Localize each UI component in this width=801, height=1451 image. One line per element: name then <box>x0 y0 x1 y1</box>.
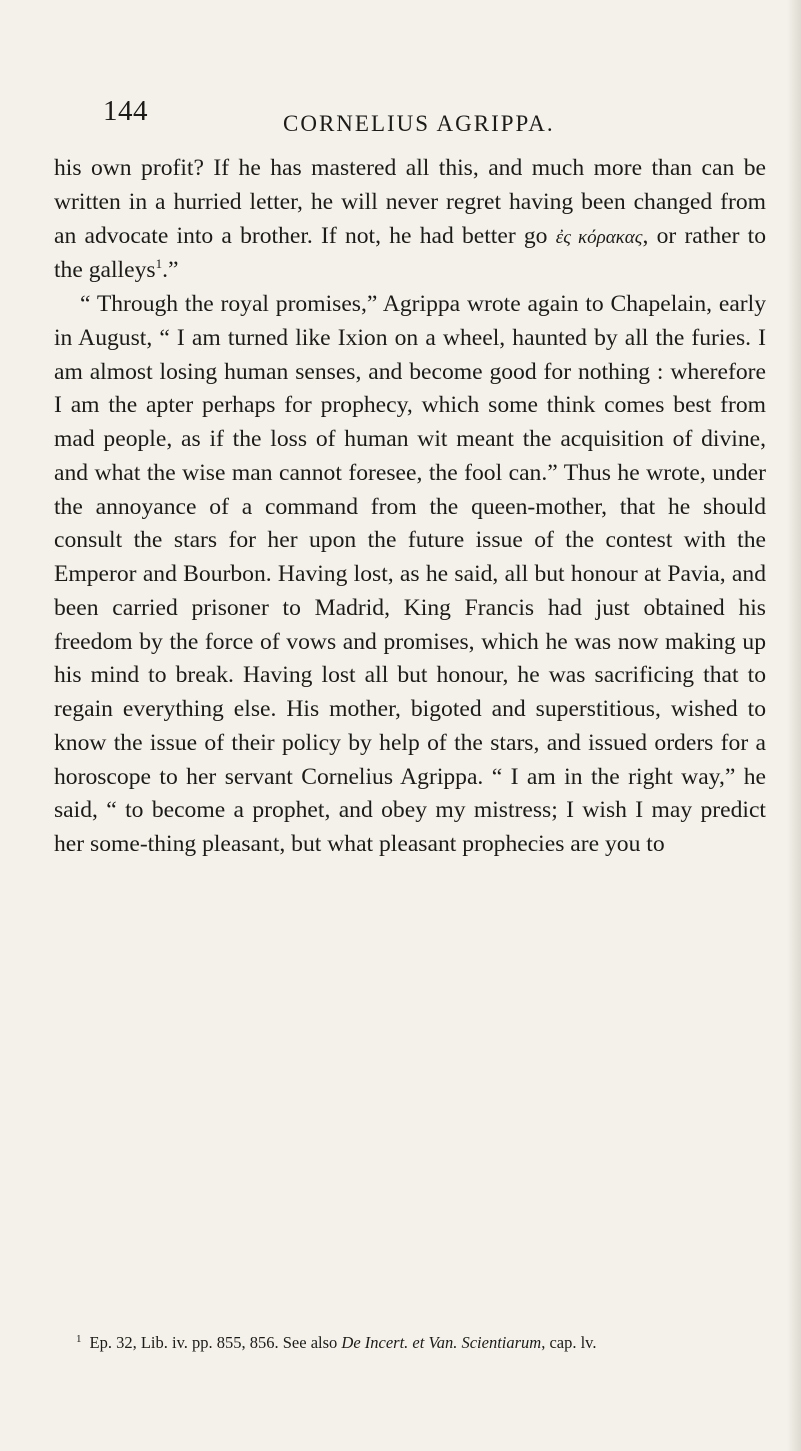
paragraph-1-continuation: , or rather to the galleys <box>54 222 767 284</box>
body-text <box>54 152 766 862</box>
page-number: 144 <box>103 95 148 127</box>
paragraph-1-text: his own profit? If he has mastered all this, and much more than can be written in a hurried letter, he will never regret having been changed from an advocate into a brother. If not, he had better go <box>54 155 766 249</box>
footnote <box>54 1330 766 1356</box>
greek-phrase: ἐς κόρακας <box>555 226 643 248</box>
running-head: CORNELIUS AGRIPPA. <box>283 111 555 136</box>
paragraph-1 <box>54 152 766 288</box>
footnote-italic-title: De Incert. et Van. Scientiarum <box>341 1333 542 1352</box>
footnote-mark: 1 <box>76 1332 82 1345</box>
page-edge-shadow <box>787 0 801 1451</box>
paragraph-1-close: .” <box>162 257 179 284</box>
paragraph-2: “ Through the royal promises,” Agrippa wrote again to Chapelain, early in August, “ I am turned like Ixion on a wheel, haunted by all the furies. I am almost losing human senses, and become good for nothing : wherefore I am the apter perhaps for prophecy, which some think comes best from mad people, as if the loss of human wit meant the acquisition of divine, and what the wise man cannot foresee, the fool can.” Thus he wrote, under the annoyance of a command from the queen-mother, that he should consult the stars for her upon the future issue of the contest with the Emperor and Bourbon. Having lost, as he said, all but honour at Pavia, and been carried prisoner to Madrid, King Francis had just obtained his freedom by the force of vows and promises, which he was now making up his mind to break. Having lost all but honour, he was sacrificing that to regain everything else. His mother, bigoted and superstitious, wished to know the issue of their policy by help of the stars, and issued orders for a horoscope to her servant Cornelius Agrippa. “ I am in the right way,” he said, “ to become a prophet, and obey my mistress; I wish I may predict her some-thing pleasant, but what pleasant prophecies are you to <box>54 291 766 857</box>
footnote-text-end: , cap. lv. <box>541 1333 597 1352</box>
footnote-text: Ep. 32, Lib. iv. pp. 855, 856. See also <box>89 1333 342 1352</box>
footnote-reference[interactable]: 1 <box>155 256 163 272</box>
